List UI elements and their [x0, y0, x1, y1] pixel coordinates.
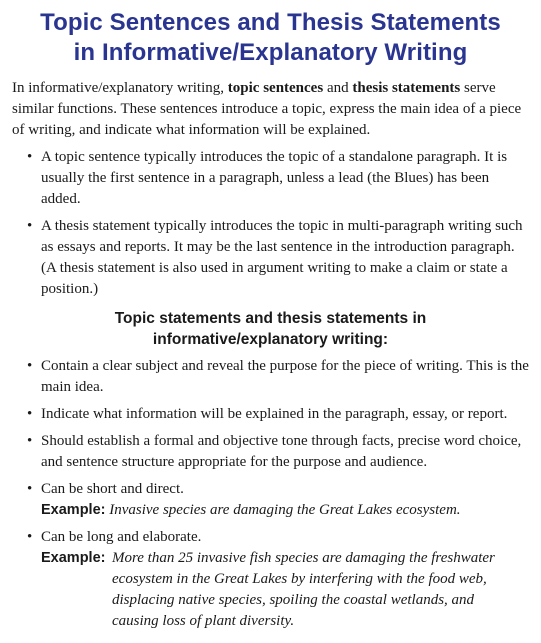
bullet-icon: • [27, 358, 33, 374]
list-item-clear-subject [12, 356, 529, 398]
intro-bold-topic-sentences: topic sentences [227, 80, 324, 96]
section-subheading [12, 308, 529, 350]
example-text-line-2: ecosystem in the Great Lakes by interfering with the food web, [112, 571, 487, 587]
subheading-line-1: Topic statements and thesis statements in [114, 310, 427, 327]
bullet-icon: • [27, 149, 33, 165]
intro-bold-thesis-statements: thesis statements [352, 80, 461, 96]
list-item-topic-sentence [12, 147, 529, 210]
bullet-icon: • [27, 218, 33, 234]
list-item-text: Can be long and elaborate. [41, 529, 202, 545]
bullet-icon: • [27, 481, 33, 497]
bullet-icon: • [27, 529, 33, 545]
example-short [41, 500, 529, 521]
example-long [41, 548, 529, 632]
intro-text-3: serve similar functions. These sentences introduce a topic, express the main idea of a piece of writing, and indicate what information will be explained. [12, 80, 522, 138]
intro-text-1: In informative/explanatory writing, [12, 80, 228, 96]
list-item-text: Indicate what information will be explained in the paragraph, essay, or report. [41, 406, 508, 422]
list-item-text: A topic sentence typically introduces the topic of a standalone paragraph. It is usually the first sentence in a paragraph, unless a lead (the Blues) has been added. [41, 149, 508, 207]
bullet-icon: • [27, 406, 33, 422]
definition-list [12, 147, 529, 300]
example-text: Invasive species are damaging the Great Lakes ecosystem. [109, 502, 461, 518]
example-label: Example: [41, 502, 106, 518]
list-item-text: Contain a clear subject and reveal the purpose for the piece of writing. This is the main idea. [41, 358, 529, 395]
list-item-text: A thesis statement typically introduces the topic in multi-paragraph writing such as essays and reports. It may be the last sentence in the introduction paragraph. (A thesis statement is also used in argument writing to make a claim or state a position.) [41, 218, 523, 297]
list-item-thesis-statement [12, 216, 529, 300]
example-text-line-3: displacing native species, spoiling the coastal wetlands, and [112, 592, 475, 608]
list-item-long-elaborate [12, 527, 529, 632]
intro-text-2: and [323, 80, 353, 96]
example-text-line-1: More than 25 invasive fish species are damaging the freshwater [112, 550, 495, 566]
list-item-text: Can be short and direct. [41, 481, 184, 497]
example-text-line-4: causing loss of plant diversity. [112, 613, 295, 629]
list-item-indicate-information [12, 404, 529, 425]
list-item-text: Should establish a formal and objective tone through facts, precise word choice, and sentence structure appropriate for the purpose and audience. [41, 433, 522, 470]
page-title-line-1: Topic Sentences and Thesis Statements [40, 9, 501, 36]
page-title [12, 8, 529, 68]
example-label: Example: [41, 550, 106, 566]
characteristics-list [12, 356, 529, 632]
list-item-short-direct [12, 479, 529, 521]
intro-paragraph [12, 78, 529, 141]
bullet-icon: • [27, 433, 33, 449]
page-title-line-2: in Informative/Explanatory Writing [73, 39, 468, 66]
subheading-line-2: informative/explanatory writing: [152, 331, 389, 348]
list-item-formal-tone [12, 431, 529, 473]
